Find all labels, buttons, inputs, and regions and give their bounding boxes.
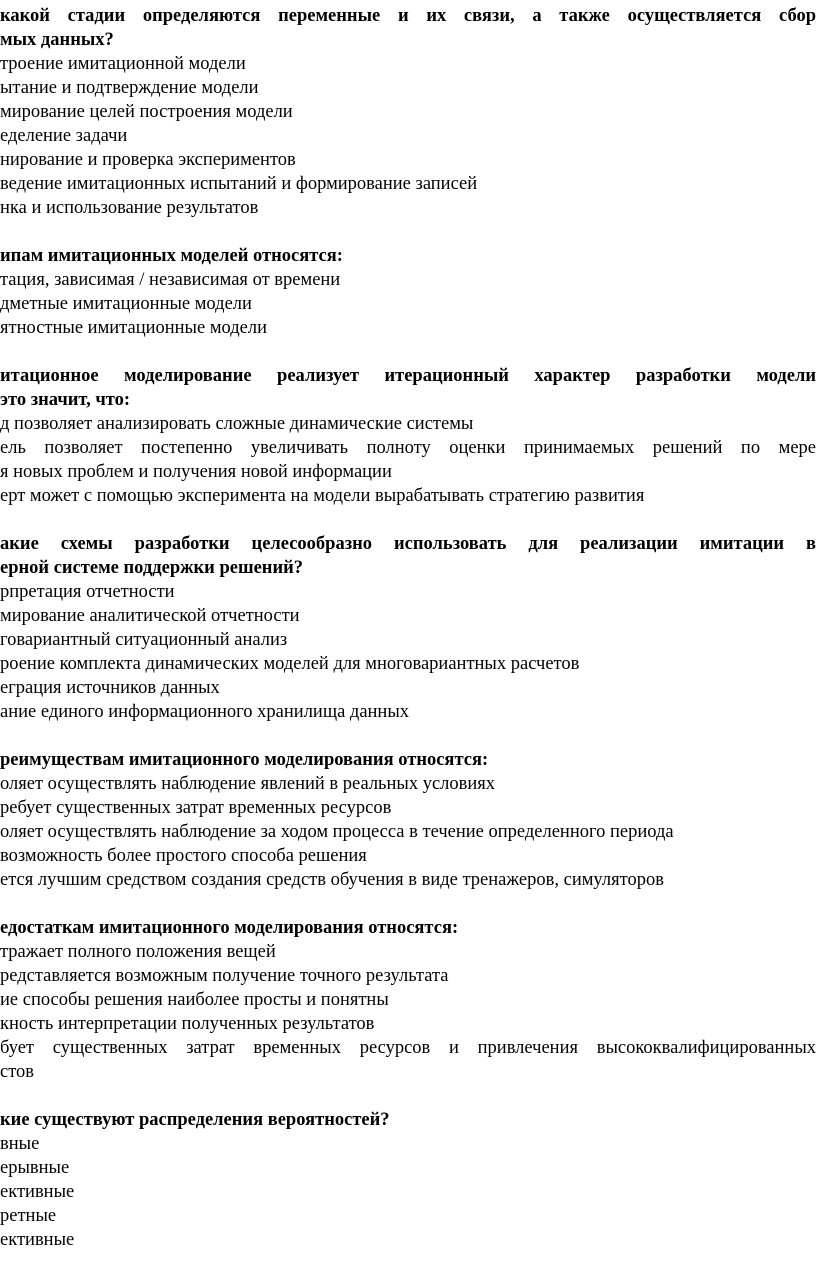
question-2-title-line-1: ипам имитационных моделей относятся: [0, 246, 343, 266]
question-3-option-4: ерт может с помощью эксперимента на модели вырабатывать стратегию развития [0, 486, 645, 506]
question-6-title [0, 916, 816, 940]
question-3-title-line-1: итационное моделирование реализует итерационный характер разработки модели [0, 366, 816, 386]
question-4-option-2: мирование аналитической отчетности [0, 606, 300, 626]
question-1-option-6: ведение имитационных испытаний и формирование записей [0, 174, 478, 194]
question-7-title-line-1: кие существуют распределения вероятностей? [0, 1110, 390, 1130]
question-7-option-2: ерывные [0, 1158, 70, 1178]
question-2-option-2: дметные имитационные модели [0, 294, 252, 314]
question-5-option-3: оляет осуществлять наблюдение за ходом процесса в течение определенного периода [0, 822, 674, 842]
question-4-option-6: ание единого информационного хранилища данных [0, 702, 410, 722]
question-4-option-4: роение комплекта динамических моделей для многовариантных расчетов [0, 654, 580, 674]
question-7-option-4: ретные [0, 1206, 57, 1226]
question-1-option-3: мирование целей построения модели [0, 102, 293, 122]
question-4-title [0, 532, 816, 580]
question-2-option-1: тация, зависимая / независимая от времени [0, 270, 341, 290]
question-2-title [0, 244, 816, 268]
question-1-title-line-2: мых данных? [0, 30, 114, 50]
question-6-option-2: редставляется возможным получение точного результата [0, 966, 449, 986]
question-3-option-3: я новых проблем и получения новой информации [0, 462, 392, 482]
question-6-option-3: ие способы решения наиболее просты и понятны [0, 990, 389, 1010]
question-4-option-5: еграция источников данных [0, 678, 220, 698]
question-4-option-1: рпретация отчетности [0, 582, 175, 602]
question-2-option-3: ятностные имитационные модели [0, 318, 267, 338]
question-6-title-line-1: едостаткам имитационного моделирования относятся: [0, 918, 459, 938]
question-5-option-1: оляет осуществлять наблюдение явлений в реальных условиях [0, 774, 496, 794]
question-4-title-line-2: ерной системе поддержки решений? [0, 558, 304, 578]
question-7-option-1: вные [0, 1134, 40, 1154]
question-3-option-2: ель позволяет постепенно увеличивать полноту оценки принимаемых решений по мере [0, 438, 816, 458]
question-3-title-line-2: это значит, что: [0, 390, 131, 410]
question-3-title [0, 364, 816, 412]
question-5-title [0, 748, 816, 772]
question-1-option-7: нка и использование результатов [0, 198, 259, 218]
question-5-title-line-1: реимуществам имитационного моделирования относятся: [0, 750, 489, 770]
question-1-title-line-1: какой стадии определяются переменные и их связи, а также осуществляется сбор [0, 6, 816, 26]
question-6-option-4: кность интерпретации полученных результатов [0, 1014, 375, 1034]
question-1-option-1: троение имитационной модели [0, 54, 246, 74]
question-1-title [0, 4, 816, 52]
question-1-option-4: еделение задачи [0, 126, 128, 146]
question-7-option-3: ективные [0, 1182, 75, 1202]
question-4-title-line-1: акие схемы разработки целесообразно использовать для реализации имитации в [0, 534, 816, 554]
question-1-option-5: нирование и проверка экспериментов [0, 150, 296, 170]
question-5-option-4: возможность более простого способа решения [0, 846, 367, 866]
question-6-option-6: стов [0, 1062, 35, 1082]
question-3-option-1: д позволяет анализировать сложные динамические системы [0, 414, 474, 434]
question-7-title [0, 1108, 816, 1132]
question-7-option-5: ективные [0, 1230, 75, 1250]
question-6-option-5: бует существенных затрат временных ресурсов и привлечения высококвалифицированных [0, 1038, 816, 1058]
question-5-option-2: ребует существенных затрат временных ресурсов [0, 798, 392, 818]
question-1-option-2: ытание и подтверждение модели [0, 78, 259, 98]
question-6-option-1: тражает полного положения вещей [0, 942, 276, 962]
question-4-option-3: говариантный ситуационный анализ [0, 630, 288, 650]
question-5-option-5: ется лучшим средством создания средств обучения в виде тренажеров, симуляторов [0, 870, 664, 890]
